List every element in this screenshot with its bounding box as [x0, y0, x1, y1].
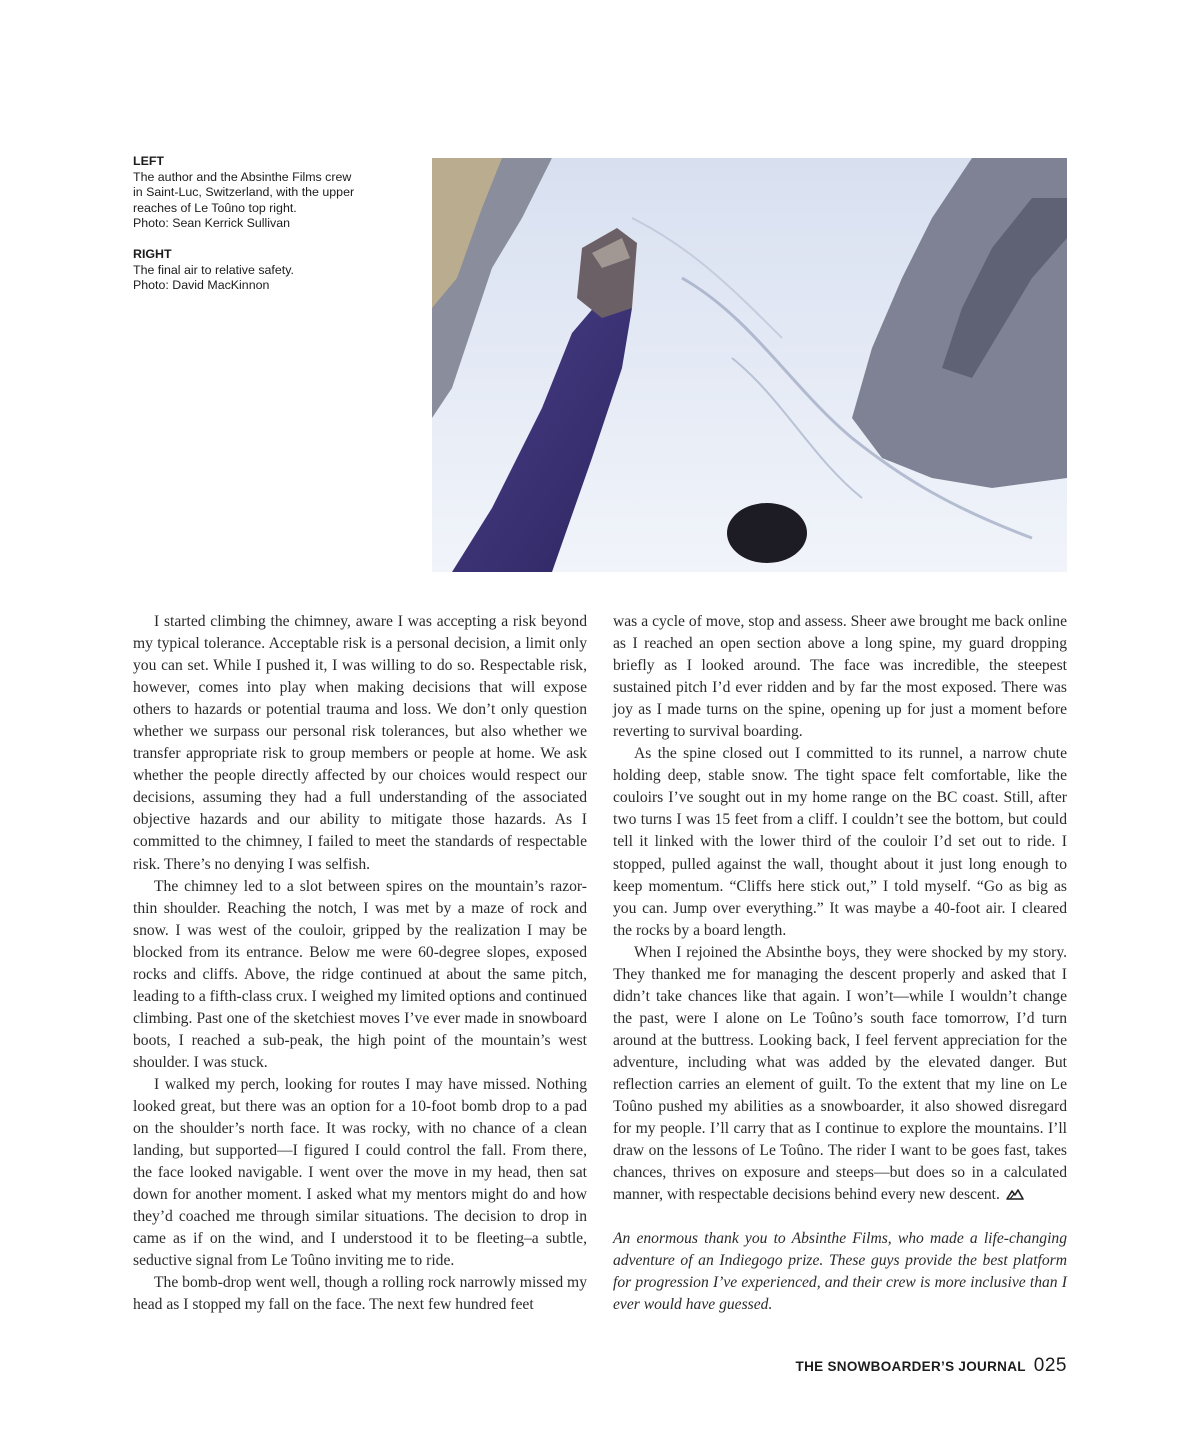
article-column-right	[613, 611, 1067, 1316]
article-paragraph-continued: was a cycle of move, stop and assess. Sheer awe brought me back online as I reached an open section above a long spine, my guard dropping briefly as I looked around. The face was incredible, the steepest sustained pitch I’d ever ridden and by far the most exposed. There was joy as I made turns on the spine, opening up for just a moment before reverting to survival boarding.	[613, 613, 1067, 741]
caption-right-label: RIGHT	[133, 246, 172, 261]
caption-right	[133, 247, 413, 294]
caption-left-line: in Saint-Luc, Switzerland, with the upper	[133, 185, 355, 200]
publication-name: THE SNOWBOARDER’S JOURNAL	[795, 1359, 1026, 1374]
article-column-left	[133, 611, 587, 1317]
page-footer	[752, 1355, 1067, 1379]
caption-left-label: LEFT	[133, 154, 164, 168]
article-paragraph-final	[613, 942, 1067, 1207]
caption-right-line: The final air to relative safety.	[133, 262, 294, 277]
snowboarder-pov-photo	[432, 158, 1067, 572]
caption-left	[133, 154, 413, 232]
article-photo	[432, 158, 1067, 572]
caption-left-line: The author and the Absinthe Films crew	[133, 169, 352, 184]
acknowledgement-note: An enormous thank you to Absinthe Films, who made a life-changing adventure of an Indiegogo prize. These guys provide the best platform for progression I’ve experienced, and their crew is more inclusive than I ever would have guessed.	[613, 1230, 1067, 1314]
caption-left-credit: Photo: Sean Kerrick Sullivan	[133, 216, 291, 231]
mountain-end-mark-icon	[1006, 1188, 1024, 1200]
article-paragraph: The chimney led to a slot between spires on the mountain’s razor-thin shoulder. Reaching the notch, I was met by a maze of rock and snow. I was west of the couloir, gripped by the realization I may be blocked from its entrance. Below me were 60-degree slopes, exposed rocks and cliffs. Above, the ridge continued at about the same pitch, leading to a fifth-class crux. I weighed my limited options and continued climbing. Past one of the sketchiest moves I’ve ever made in snowboard boots, I reached a sub-peak, the high point of the mountain’s west shoulder. I was stuck.	[133, 877, 587, 1071]
caption-left-line: reaches of Le Toûno top right.	[133, 200, 297, 215]
photo-captions	[133, 154, 413, 309]
article-paragraph: I started climbing the chimney, aware I was accepting a risk beyond my typical tolerance. Acceptable risk is a personal decision, a limit only you can set. While I pushed it, I was willing to do so. Respectable risk, however, comes into play when making decisions that will expose others to hazards or potential trauma and loss. We don’t only question whether we surpass our personal risk tolerances, but also whether we transfer appropriate risk to group members or people at home. We ask whether the people directly affected by our choices would respect our decisions, assuming they had a full understanding of the associated objective hazards and our ability to mitigate those hazards. As I committed to the chimney, I failed to meet the standards of respectable risk. There’s no denying I was selfish.	[133, 613, 587, 873]
article-final-text: When I rejoined the Absinthe boys, they were shocked by my story. They thanked me for managing the descent properly and asked that I didn’t take chances like that again. I won’t—while I wouldn’t change the past, were I alone on Le Toûno’s south face tomorrow, I’d turn around at the buttress. Looking back, I feel fervent appreciation for the adventure, including what was added by the elevated danger. But reflection carries an element of guilt. To the extent that my line on Le Toûno pushed my abilities as a snowboarder, it also showed disregard for my people. I’ll carry that as I continue to explore the mountains. I’ll draw on the lessons of Le Toûno. The rider I want to be goes fast, takes chances, thrives on exposure and steeps—but does so in a calculated manner, with respectable decisions behind every new descent.	[613, 943, 1067, 1204]
article-paragraph: As the spine closed out I committed to its runnel, a narrow chute holding deep, stable snow. The tight space felt comfortable, like the couloirs I’ve sought out in my home range on the BC coast. Still, after two turns I was 15 feet from a cliff. I couldn’t see the bottom, but could tell it linked with the lower third of the couloir I’d set out to ride. I stopped, pulled against the wall, thought about it just long enough to keep momentum. “Cliffs here stick out,” I told myself. “Go as big as you can. Jump over everything.” It was maybe a 40-foot air. I cleared the rocks by a board length.	[613, 745, 1067, 939]
page-number: 025	[1033, 1355, 1067, 1376]
article-paragraph: The bomb-drop went well, though a rolling rock narrowly missed my head as I stopped my fall on the face. The next few hundred feet	[133, 1274, 587, 1314]
article-paragraph: I walked my perch, looking for routes I may have missed. Nothing looked great, but there was an option for a 10-foot bomb drop to a pad on the shoulder’s north face. It was rocky, with no chance of a clean landing, but supported—I figured I could control the fall. From there, the face looked navigable. I went over the move in my head, then sat down for another moment. I asked what my mentors might do and how they’d coached me through similar situations. The decision to drop in came as if on the wind, and I understood it to be fleeting–a subtle, seductive signal from Le Toûno inviting me to ride.	[133, 1075, 587, 1270]
caption-right-credit: Photo: David MacKinnon	[133, 278, 270, 293]
